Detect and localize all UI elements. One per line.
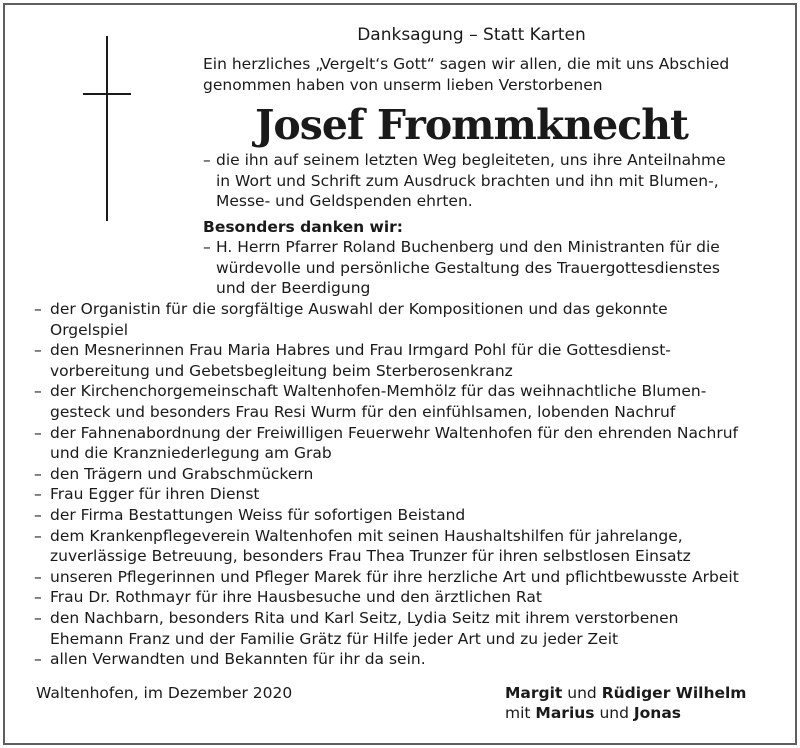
text-line: Messe- und Geldspenden ehrten. — [216, 192, 473, 210]
list-item — [34, 381, 790, 422]
text-line: dem Krankenpflegeverein Waltenhofen mit seinen Haushaltshilfen für jahrelange, — [50, 526, 683, 545]
connector-text: und — [594, 704, 634, 722]
text-line: H. Herrn Pfarrer Roland Buchenberg und den Ministranten für die — [216, 238, 720, 256]
thanks-priest — [203, 237, 783, 299]
thanks-general — [203, 150, 783, 212]
list-item-text — [50, 505, 790, 526]
list-item — [34, 567, 790, 588]
dash-bullet: – — [34, 526, 42, 545]
thanks-list — [34, 299, 790, 670]
text-line: der Organistin für die sorgfältige Auswahl der Kompositionen und das gekonnte — [50, 300, 668, 318]
text-line: unseren Pflegerinnen und Pfleger Marek für ihre herzliche Art und pflichtbewusste Arbeit — [50, 567, 739, 586]
list-item-text — [50, 340, 790, 381]
text-line: Ehemann Franz und der Familie Grätz für Hilfe jeder Art und zu jeder Zeit — [50, 629, 619, 648]
dash-bullet: – — [203, 151, 211, 169]
intro-line: Ein herzliches „Vergelt‘s Gott“ sagen wir allen, die mit uns Abschied — [203, 55, 730, 73]
connector-text: und — [562, 684, 602, 702]
list-item — [34, 464, 790, 485]
text-line: gesteck und besonders Frau Resi Wurm für den einfühlsamen, lobenden Nachruf — [50, 402, 676, 421]
text-line: der Fahnenabordnung der Freiwilligen Feuerwehr Waltenhofen für den ehrenden Nachruf — [50, 423, 739, 442]
text-line: Frau Egger für ihren Dienst — [50, 485, 260, 504]
dash-bullet: – — [34, 485, 42, 504]
list-item — [34, 484, 790, 505]
text-line: den Mesnerinnen Frau Maria Habres und Frau Irmgard Pohl für die Gottesdienst- — [50, 341, 671, 360]
dash-bullet: – — [34, 464, 42, 483]
text-line: die ihn auf seinem letzten Weg begleiteten, uns ihre Anteilnahme — [216, 151, 726, 169]
thanks-heading: Besonders danken wir: — [203, 218, 404, 236]
signature-line — [505, 683, 746, 703]
list-item-text — [50, 608, 790, 649]
text-line: allen Verwandten und Bekannten für ihr da sein. — [50, 650, 426, 669]
dash-bullet: – — [34, 382, 42, 401]
dash-bullet: – — [34, 567, 42, 586]
dash-bullet: – — [34, 300, 42, 318]
text-line: und der Beerdigung — [216, 279, 371, 297]
list-item — [203, 150, 783, 212]
dash-bullet: – — [34, 650, 42, 669]
list-item-text — [50, 464, 790, 485]
list-item-text — [50, 381, 790, 422]
text-line: Orgelspiel — [50, 320, 129, 339]
dash-bullet: – — [34, 588, 42, 607]
list-item — [34, 649, 790, 670]
text-line: würdevolle und persönliche Gestaltung des Trauergottesdienstes — [216, 258, 720, 277]
family-name: Marius — [535, 704, 595, 722]
list-item-text — [216, 150, 783, 212]
list-item-text — [50, 567, 790, 588]
connector-text: mit — [505, 704, 536, 722]
dash-bullet: – — [34, 608, 42, 627]
list-item-text — [50, 299, 790, 340]
list-item — [203, 237, 783, 299]
text-line: und die Kranzniederlegung am Grab — [50, 444, 332, 463]
text-line: in Wort und Schrift zum Ausdruck brachten und ihn mit Blumen-, — [216, 171, 719, 190]
dash-bullet: – — [203, 238, 211, 256]
family-name: Jonas — [633, 704, 682, 722]
list-item — [34, 505, 790, 526]
place-date: Waltenhofen, im Dezember 2020 — [36, 684, 293, 702]
list-item — [34, 608, 790, 649]
list-item — [34, 423, 790, 464]
cross-icon — [106, 36, 108, 221]
list-item — [34, 587, 790, 608]
list-item-text — [50, 587, 790, 608]
text-line: zuverlässige Betreuung, besonders Frau Thea Trunzer für ihren selbstlosen Einsatz — [50, 547, 691, 566]
family-name: Margit — [505, 684, 563, 702]
list-item — [34, 299, 790, 340]
list-item-text — [50, 484, 790, 505]
text-line: Frau Dr. Rothmayr für ihre Hausbesuche und den ärztlichen Rat — [50, 588, 542, 607]
text-line: den Trägern und Grabschmückern — [50, 464, 314, 483]
list-item — [34, 340, 790, 381]
deceased-name: Josef Frommknecht — [255, 101, 688, 149]
signature-line — [505, 703, 746, 723]
list-item-text — [216, 237, 783, 299]
text-line: vorbereitung und Gebetsbegleitung beim Sterberosenkranz — [50, 361, 513, 380]
notice-heading: Danksagung – Statt Karten — [357, 25, 586, 45]
family-name: Rüdiger Wilhelm — [601, 684, 747, 702]
list-item-text — [50, 423, 790, 464]
text-line: der Firma Bestattungen Weiss für sofortigen Beistand — [50, 505, 466, 524]
intro-line: genommen haben von unserm lieben Verstorbenen — [203, 76, 603, 94]
dash-bullet: – — [34, 341, 42, 360]
dash-bullet: – — [34, 505, 42, 524]
list-item-text — [50, 649, 790, 670]
dash-bullet: – — [34, 423, 42, 442]
intro-text — [203, 54, 783, 96]
text-line: den Nachbarn, besonders Rita und Karl Seitz, Lydia Seitz mit ihrem verstorbenen — [50, 608, 679, 627]
text-line: der Kirchenchorgemeinschaft Waltenhofen-Memhölz für das weihnachtliche Blumen- — [50, 382, 707, 401]
list-item-text — [50, 526, 790, 567]
signature — [505, 683, 746, 723]
list-item — [34, 526, 790, 567]
cross-icon-bar — [83, 93, 131, 95]
